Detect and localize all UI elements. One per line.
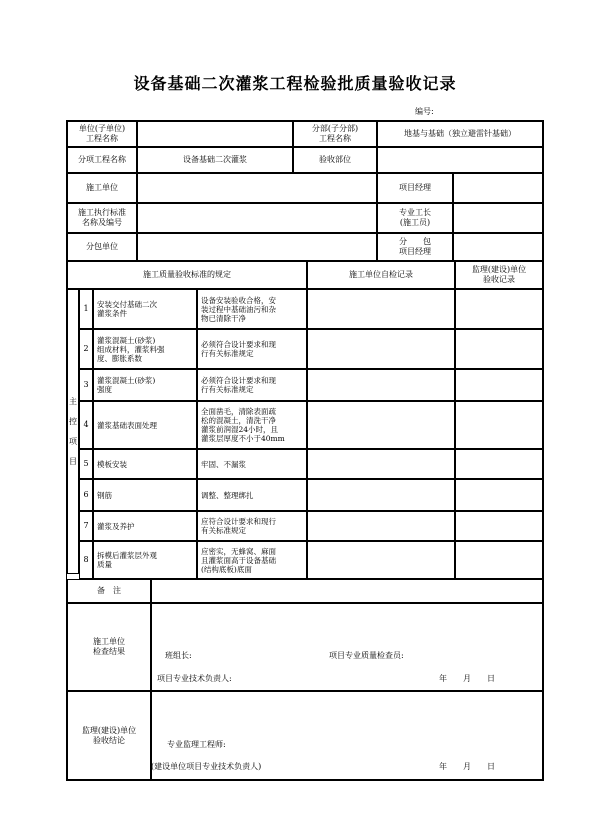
quality-inspector-label: 项目专业质量检查员: <box>329 651 404 660</box>
sub-pm-label: 分 包 项目经理 <box>377 233 453 261</box>
item-rule: 全面凿毛，清除表面疏 松的混凝土，清洗干净 灌浆前润湿24小时，且 灌浆层厚度不小于40mm <box>197 401 307 449</box>
item-name: 拆模后灌浆层外观 质量 <box>93 541 197 579</box>
item-name: 灌浆及养护 <box>93 511 197 541</box>
doc-number-label: 编号: <box>415 107 434 116</box>
standard-value[interactable] <box>137 203 377 233</box>
supervision-engineer-label: 专业监理工程师: <box>167 740 226 749</box>
foreman-label: 专业工长 (施工员) <box>377 203 453 233</box>
column-header-spec: 施工质量验收标准的规定 <box>67 261 307 289</box>
item-rule: 应密实，无蜂窝、麻面 且灌浆面高于设备基础 (结构底板)底面 <box>197 541 307 579</box>
item-number: 1 <box>79 289 93 329</box>
item-name: 灌浆基础表面处理 <box>93 401 197 449</box>
constructor-value[interactable] <box>137 173 377 203</box>
item-self-check-cell[interactable] <box>307 449 455 479</box>
item-supervision-cell[interactable] <box>455 511 543 541</box>
item-self-check-cell[interactable] <box>307 479 455 511</box>
constructor-label: 施工单位 <box>67 173 137 203</box>
item-self-check-cell[interactable] <box>307 329 455 369</box>
subcontractor-label: 分包单位 <box>67 233 137 261</box>
tech-lead-label: 项目专业技术负责人: <box>157 674 232 683</box>
item-supervision-cell[interactable] <box>455 401 543 449</box>
item-rule: 应符合设计要求和现行 有关标准规定 <box>197 511 307 541</box>
item-number: 7 <box>79 511 93 541</box>
item-self-check-cell[interactable] <box>307 289 455 329</box>
item-name: 灌浆混凝土(砂浆) 组成材料，灌浆料强 度、膨胀系数 <box>93 329 197 369</box>
supervision-date: 年 月 日 <box>439 762 495 771</box>
item-supervision-cell[interactable] <box>455 369 543 401</box>
unit-name-label: 单位(子单位) 工程名称 <box>67 121 137 147</box>
item-rule: 必须符合设计要求和现 行有关标准规定 <box>197 329 307 369</box>
item-self-check-cell[interactable] <box>307 541 455 579</box>
item-name-label: 分项工程名称 <box>67 147 137 173</box>
project-manager-value[interactable] <box>453 173 543 203</box>
remarks-value[interactable] <box>151 579 543 603</box>
team-leader-label: 班组长: <box>165 651 192 660</box>
item-supervision-cell[interactable] <box>455 479 543 511</box>
unit-name-value[interactable] <box>137 121 293 147</box>
sub-division-value[interactable]: 地基与基础（独立避雷针基础） <box>377 121 543 147</box>
item-rule: 调整、整理绑扎 <box>197 479 307 511</box>
item-number: 5 <box>79 449 93 479</box>
item-number: 8 <box>79 541 93 579</box>
supervision-conclusion-label: 监理(建设)单位 验收结论 <box>67 691 151 780</box>
item-self-check-cell[interactable] <box>307 401 455 449</box>
item-supervision-cell[interactable] <box>455 541 543 579</box>
constructor-check-label: 施工单位 检查结果 <box>67 603 151 691</box>
column-header-self-check: 施工单位自检记录 <box>307 261 455 289</box>
page-title: 设备基础二次灌浆工程检验批质量验收记录 <box>133 74 457 93</box>
item-supervision-cell[interactable] <box>455 329 543 369</box>
item-rule: 必须符合设计要求和现 行有关标准规定 <box>197 369 307 401</box>
standard-label: 施工执行标准 名称及编号 <box>67 203 137 233</box>
sub-pm-value[interactable] <box>453 233 543 261</box>
item-number: 3 <box>79 369 93 401</box>
constructor-date: 年 月 日 <box>439 674 495 683</box>
item-supervision-cell[interactable] <box>455 289 543 329</box>
item-supervision-cell[interactable] <box>455 449 543 479</box>
owner-tech-lead-label: (建设单位项目专业技术负责人) <box>151 762 262 771</box>
item-name-value[interactable]: 设备基础二次灌浆 <box>137 147 293 173</box>
item-name: 灌浆混凝土(砂浆) 强度 <box>93 369 197 401</box>
acceptance-form <box>66 120 544 781</box>
foreman-value[interactable] <box>453 203 543 233</box>
subcontractor-value[interactable] <box>137 233 377 261</box>
acceptance-part-label: 验收部位 <box>293 147 377 173</box>
remarks-label: 备 注 <box>67 579 151 603</box>
main-control-group-label: 主 控 项 目 <box>67 289 79 574</box>
item-name: 钢筋 <box>93 479 197 511</box>
item-rule: 牢固、不漏浆 <box>197 449 307 479</box>
item-self-check-cell[interactable] <box>307 369 455 401</box>
item-number: 2 <box>79 329 93 369</box>
item-self-check-cell[interactable] <box>307 511 455 541</box>
item-rule: 设备安装验收合格，安 装过程中基础油污和杂 物已清除干净 <box>197 289 307 329</box>
column-header-supervision: 监理(建设)单位 验收记录 <box>455 261 543 289</box>
item-number: 4 <box>79 401 93 449</box>
item-name: 模板安装 <box>93 449 197 479</box>
item-name: 安装交付基础二次 灌浆条件 <box>93 289 197 329</box>
project-manager-label: 项目经理 <box>377 173 453 203</box>
acceptance-part-value[interactable] <box>377 147 543 173</box>
item-number: 6 <box>79 479 93 511</box>
sub-division-label: 分部(子分部) 工程名称 <box>293 121 377 147</box>
